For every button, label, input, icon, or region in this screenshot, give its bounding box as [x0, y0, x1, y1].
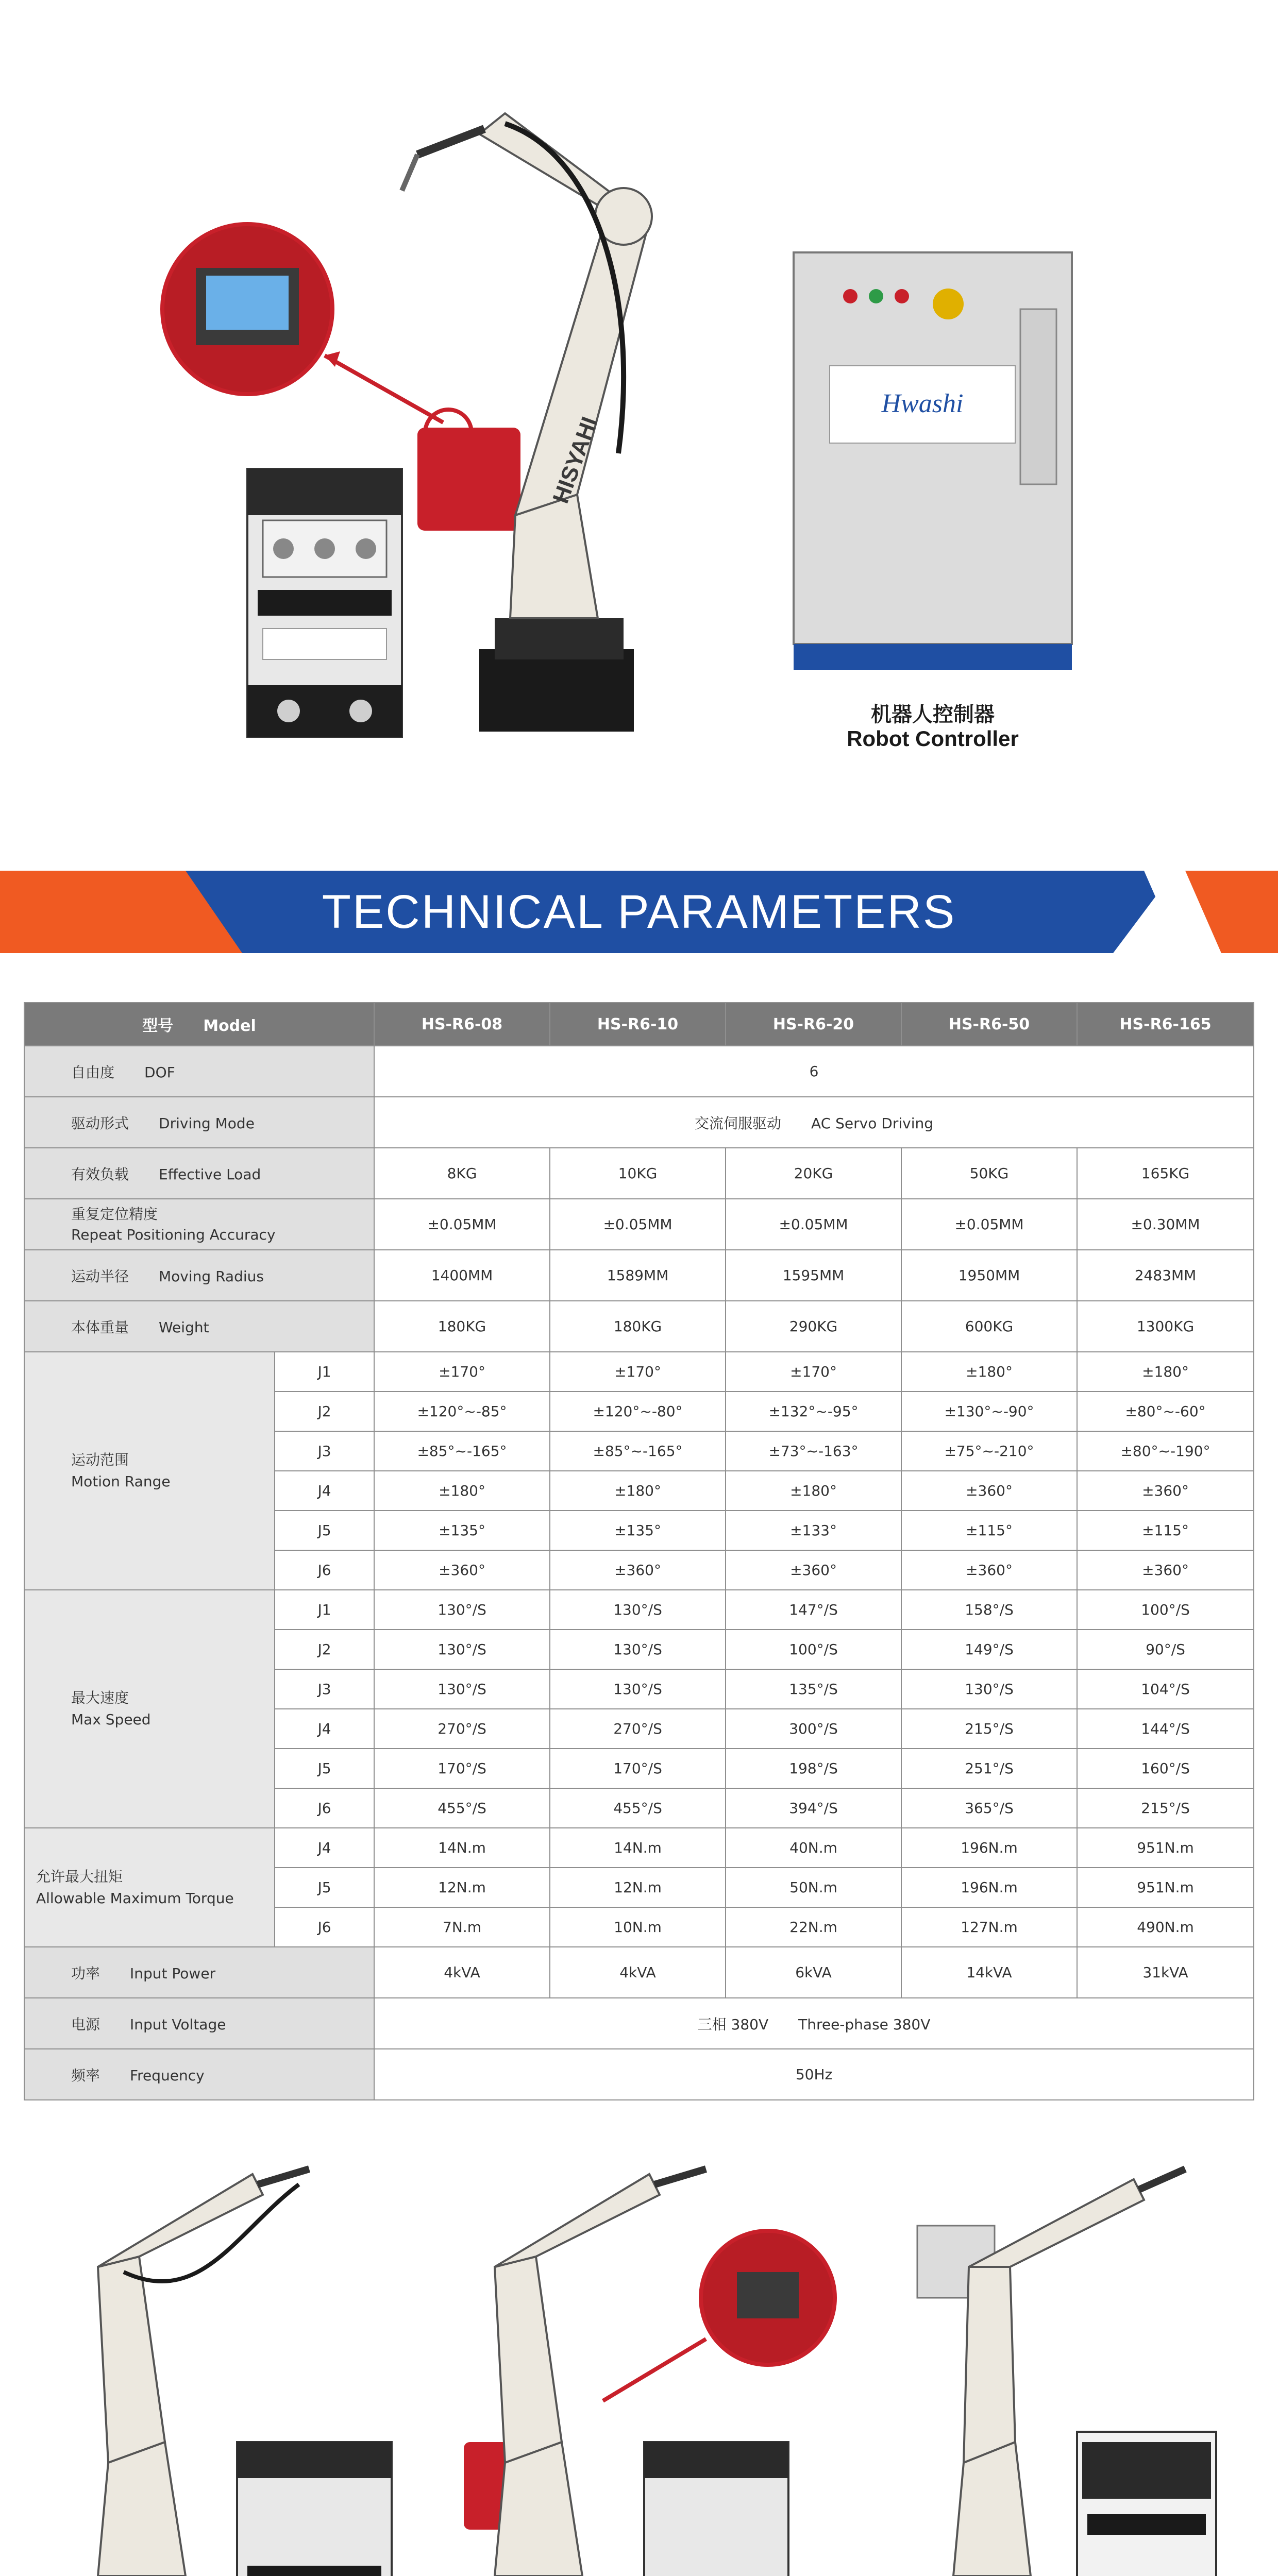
row-radius	[24, 1250, 1254, 1301]
value-cell: ±85°~-165°	[374, 1431, 550, 1471]
value-cell: ±73°~-163°	[726, 1431, 901, 1471]
value-cell: ±120°~-85°	[374, 1392, 550, 1431]
value-cell: ±360°	[550, 1550, 726, 1590]
joint-label: J5	[275, 1868, 374, 1907]
section-banner	[0, 871, 1278, 953]
row-motion	[24, 1352, 1254, 1392]
value-cell: ±360°	[374, 1550, 550, 1590]
value-cell: ±180°	[1077, 1352, 1254, 1392]
value-cell: 1400MM	[374, 1250, 550, 1301]
hero-section	[0, 0, 1278, 845]
value-cell: 951N.m	[1077, 1868, 1254, 1907]
row-voltage	[24, 1998, 1254, 2049]
value-cell: 10N.m	[550, 1907, 726, 1947]
param-label: 重复定位精度 Repeat Positioning Accuracy	[24, 1199, 374, 1250]
value-cell: 130°/S	[901, 1669, 1077, 1709]
value-cell: ±170°	[550, 1352, 726, 1392]
value-cell: 215°/S	[901, 1709, 1077, 1749]
value-cell: 40N.m	[726, 1828, 901, 1868]
header-model: HS-R6-10	[550, 1003, 726, 1046]
joint-label: J4	[275, 1709, 374, 1749]
value-cell: ±115°	[901, 1511, 1077, 1550]
value-cell: 22N.m	[726, 1907, 901, 1947]
value-cell: 600KG	[901, 1301, 1077, 1352]
param-label: 运动半径 Moving Radius	[24, 1250, 374, 1301]
joint-label: J5	[275, 1511, 374, 1550]
joint-label: J5	[275, 1749, 374, 1788]
value-cell: 交流伺服驱动 AC Servo Driving	[374, 1097, 1254, 1148]
header-model: HS-R6-50	[901, 1003, 1077, 1046]
value-cell: ±170°	[726, 1352, 901, 1392]
group-label: 允许最大扭矩 Allowable Maximum Torque	[24, 1828, 275, 1947]
svg-text:HISYAHI: HISYAHI	[548, 413, 603, 507]
welding-robot-arm-icon	[289, 93, 691, 742]
value-cell: 160°/S	[1077, 1749, 1254, 1788]
value-cell: ±75°~-210°	[901, 1431, 1077, 1471]
joint-label: J4	[275, 1828, 374, 1868]
welding-robot-arm-icon	[417, 2154, 845, 2576]
value-cell: 951N.m	[1077, 1828, 1254, 1868]
value-cell: ±135°	[374, 1511, 550, 1550]
row-torque	[24, 1828, 1254, 1868]
value-cell: 20KG	[726, 1148, 901, 1199]
header-model: HS-R6-165	[1077, 1003, 1254, 1046]
param-label: 有效负载 Effective Load	[24, 1148, 374, 1199]
value-cell: ±360°	[1077, 1471, 1254, 1511]
value-cell: ±0.05MM	[901, 1199, 1077, 1250]
value-cell: 130°/S	[550, 1590, 726, 1630]
value-cell: 198°/S	[726, 1749, 901, 1788]
value-cell: 144°/S	[1077, 1709, 1254, 1749]
robot-controller-cabinet-icon	[788, 247, 1077, 675]
value-cell: 147°/S	[726, 1590, 901, 1630]
value-cell: 10KG	[550, 1148, 726, 1199]
banner-title: TECHNICAL PARAMETERS	[322, 886, 956, 938]
value-cell: 180KG	[550, 1301, 726, 1352]
param-label: 自由度 DOF	[24, 1046, 374, 1097]
value-cell: 158°/S	[901, 1590, 1077, 1630]
welding-robot-arm-icon	[21, 2154, 412, 2576]
value-cell: 100°/S	[726, 1630, 901, 1669]
value-cell: ±0.05MM	[726, 1199, 901, 1250]
value-cell: ±0.30MM	[1077, 1199, 1254, 1250]
value-cell: 365°/S	[901, 1788, 1077, 1828]
value-cell: 90°/S	[1077, 1630, 1254, 1669]
value-cell: ±130°~-90°	[901, 1392, 1077, 1431]
value-cell: 130°/S	[374, 1590, 550, 1630]
row-drive	[24, 1097, 1254, 1148]
value-cell: ±360°	[726, 1550, 901, 1590]
product-card	[21, 2154, 412, 2576]
value-cell: 490N.m	[1077, 1907, 1254, 1947]
value-cell: 270°/S	[374, 1709, 550, 1749]
product-card	[876, 2154, 1268, 2576]
value-cell: ±0.05MM	[550, 1199, 726, 1250]
value-cell: 50KG	[901, 1148, 1077, 1199]
value-cell: ±80°~-190°	[1077, 1431, 1254, 1471]
value-cell: ±135°	[550, 1511, 726, 1550]
value-cell: 50Hz	[374, 2049, 1254, 2100]
product-gallery	[0, 2154, 1278, 2576]
value-cell: 6kVA	[726, 1947, 901, 1998]
value-cell: 215°/S	[1077, 1788, 1254, 1828]
param-label: 驱动形式 Driving Mode	[24, 1097, 374, 1148]
header-model: HS-R6-20	[726, 1003, 901, 1046]
controller-label-en: Robot Controller	[847, 726, 1019, 751]
value-cell: 4kVA	[374, 1947, 550, 1998]
value-cell: 196N.m	[901, 1828, 1077, 1868]
value-cell: 251°/S	[901, 1749, 1077, 1788]
value-cell: 394°/S	[726, 1788, 901, 1828]
value-cell: 170°/S	[550, 1749, 726, 1788]
param-label: 功率 Input Power	[24, 1947, 374, 1998]
value-cell: ±0.05MM	[374, 1199, 550, 1250]
row-accuracy	[24, 1199, 1254, 1250]
joint-label: J2	[275, 1392, 374, 1431]
value-cell: 180KG	[374, 1301, 550, 1352]
value-cell: 130°/S	[374, 1669, 550, 1709]
joint-label: J1	[275, 1352, 374, 1392]
joint-label: J3	[275, 1669, 374, 1709]
row-speed	[24, 1590, 1254, 1630]
joint-label: J6	[275, 1788, 374, 1828]
joint-label: J4	[275, 1471, 374, 1511]
param-label: 电源 Input Voltage	[24, 1998, 374, 2049]
param-label: 本体重量 Weight	[24, 1301, 374, 1352]
value-cell: ±360°	[901, 1471, 1077, 1511]
value-cell: ±180°	[550, 1471, 726, 1511]
value-cell: 130°/S	[550, 1630, 726, 1669]
value-cell: ±180°	[726, 1471, 901, 1511]
value-cell: 12N.m	[550, 1868, 726, 1907]
value-cell: 135°/S	[726, 1669, 901, 1709]
value-cell: ±170°	[374, 1352, 550, 1392]
value-cell: ±360°	[1077, 1550, 1254, 1590]
value-cell: 290KG	[726, 1301, 901, 1352]
value-cell: 1950MM	[901, 1250, 1077, 1301]
value-cell: 7N.m	[374, 1907, 550, 1947]
value-cell: 270°/S	[550, 1709, 726, 1749]
product-card	[417, 2154, 845, 2576]
header-model-cell: 型号 Model	[24, 1003, 374, 1046]
joint-label: J2	[275, 1630, 374, 1669]
value-cell: ±115°	[1077, 1511, 1254, 1550]
value-cell: 149°/S	[901, 1630, 1077, 1669]
value-cell: 1300KG	[1077, 1301, 1254, 1352]
joint-label: J1	[275, 1590, 374, 1630]
value-cell: 2483MM	[1077, 1250, 1254, 1301]
value-cell: 4kVA	[550, 1947, 726, 1998]
value-cell: 127N.m	[901, 1907, 1077, 1947]
value-cell: 31kVA	[1077, 1947, 1254, 1998]
value-cell: ±85°~-165°	[550, 1431, 726, 1471]
joint-label: J6	[275, 1907, 374, 1947]
value-cell: 14N.m	[374, 1828, 550, 1868]
row-load	[24, 1148, 1254, 1199]
value-cell: 12N.m	[374, 1868, 550, 1907]
value-cell: 104°/S	[1077, 1669, 1254, 1709]
value-cell: 300°/S	[726, 1709, 901, 1749]
value-cell: 8KG	[374, 1148, 550, 1199]
value-cell: ±132°~-95°	[726, 1392, 901, 1431]
value-cell: 50N.m	[726, 1868, 901, 1907]
group-label: 运动范围 Motion Range	[24, 1352, 275, 1590]
row-power	[24, 1947, 1254, 1998]
value-cell: 三相 380V Three-phase 380V	[374, 1998, 1254, 2049]
controller-label-cn: 机器人控制器	[871, 703, 995, 726]
value-cell: ±360°	[901, 1550, 1077, 1590]
value-cell: ±133°	[726, 1511, 901, 1550]
value-cell: 100°/S	[1077, 1590, 1254, 1630]
value-cell: 170°/S	[374, 1749, 550, 1788]
value-cell: 14N.m	[550, 1828, 726, 1868]
value-cell: 1589MM	[550, 1250, 726, 1301]
value-cell: ±80°~-60°	[1077, 1392, 1254, 1431]
spec-table	[24, 1002, 1254, 2100]
group-label: 最大速度 Max Speed	[24, 1590, 275, 1828]
welding-robot-arm-icon	[876, 2154, 1268, 2576]
row-dof	[24, 1046, 1254, 1097]
row-weight	[24, 1301, 1254, 1352]
param-label: 频率 Frequency	[24, 2049, 374, 2100]
value-cell: 1595MM	[726, 1250, 901, 1301]
value-cell: 196N.m	[901, 1868, 1077, 1907]
table-header-row	[24, 1003, 1254, 1046]
value-cell: ±180°	[901, 1352, 1077, 1392]
value-cell: 455°/S	[374, 1788, 550, 1828]
joint-label: J6	[275, 1550, 374, 1590]
value-cell: 6	[374, 1046, 1254, 1097]
value-cell: 14kVA	[901, 1947, 1077, 1998]
value-cell: 165KG	[1077, 1148, 1254, 1199]
value-cell: 455°/S	[550, 1788, 726, 1828]
svg-text:Hwashi: Hwashi	[881, 389, 964, 418]
value-cell: ±180°	[374, 1471, 550, 1511]
value-cell: 130°/S	[374, 1630, 550, 1669]
row-frequency	[24, 2049, 1254, 2100]
header-model: HS-R6-08	[374, 1003, 550, 1046]
value-cell: ±120°~-80°	[550, 1392, 726, 1431]
joint-label: J3	[275, 1431, 374, 1471]
value-cell: 130°/S	[550, 1669, 726, 1709]
